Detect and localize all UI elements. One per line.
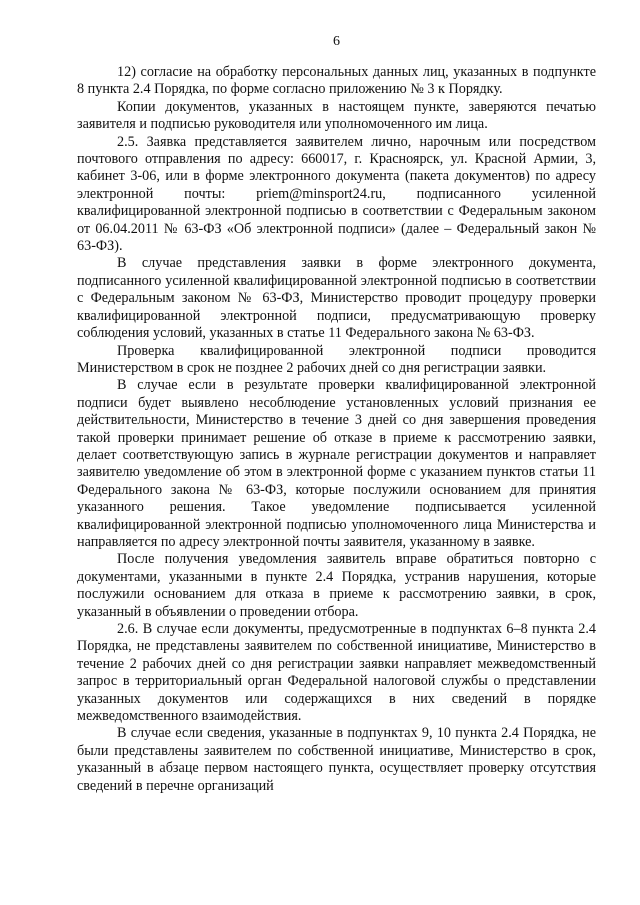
paragraph-resubmission: После получения уведомления заявитель вправе обратиться повторно с документами, указанными в пункте 2.4 Порядка, устранив нарушения, которые послужили основанием для отказа в приеме к рассмотрению заявки, в срок, указанный в объявлении о проведении отбора. [77,551,596,620]
paragraph-2-5-application-submission: 2.5. Заявка представляется заявителем лично, нарочным или посредством почтового отправления по адресу: 660017, г. Красноярск, ул. Красной Армии, 3, кабинет 3-06, или в форме электронного документа (пакета документов) по адресу электронной почты: priem@minsport24.ru, подписанного усиленной квалифицированной электронной подписью в соответствии с Федеральным законом от 06.04.2011 № 63-ФЗ «Об электронной подписи» (далее – Федеральный закон № 63-ФЗ). [77,133,596,255]
paragraph-signature-check-deadline: Проверка квалифицированной электронной подписи проводится Министерством в срок не позднее 2 рабочих дней со дня регистрации заявки. [77,342,596,376]
paragraph-electronic-submission: В случае представления заявки в форме электронного документа, подписанного усиленной квалифицированной электронной подписью в соответствии с Федеральным законом № 63-ФЗ, Министерство проводит процедуру проверки квалифицированной электронной подписи, предусматривающую проверку соблюдения условий, указанных в статье 11 Федерального закона № 63-ФЗ. [77,255,596,342]
page-number: 6 [333,34,340,49]
paragraph-2-6-interagency-request: 2.6. В случае если документы, предусмотренные в подпунктах 6–8 пункта 2.4 Порядка, не представлены заявителем по собственной инициативе, Министерство в течение 2 рабочих дней со дня регистрации заявки направляет межведомственный запрос в территориальный орган Федеральной налоговой службы о представлении указанных документов или содержащихся в них сведений в порядке межведомственного взаимодействия. [77,621,596,725]
paragraph-information-check: В случае если сведения, указанные в подпунктах 9, 10 пункта 2.4 Порядка, не были представлены заявителем по собственной инициативе, Министерство в срок, указанный в абзаце первом настоящего пункта, осуществляет проверку отсутствия сведений в перечне организаций [77,725,596,794]
paragraph-consent: 12) согласие на обработку персональных данных лиц, указанных в подпункте 8 пункта 2.4 Порядка, по форме согласно приложению № 3 к Порядку. [77,64,596,98]
paragraph-signature-invalid: В случае если в результате проверки квалифицированной электронной подписи будет выявлено несоблюдение установленных условий признания ее действительности, Министерство в течение 3 дней со дня завершения проведения такой проверки принимает решение об отказе в приеме к рассмотрению заявки, делает соответствующую запись в журнале регистрации документов и направляет заявителю уведомление об этом в электронной форме с указанием пунктов статьи 11 Федерального закона № 63-ФЗ, которые послужили основанием для принятия указанного решения. Такое уведомление подписывается усиленной квалифицированной электронной подписью уполномоченного лица Министерства и направляется по адресу электронной почты заявителя, указанному в заявке. [77,377,596,550]
paragraph-document-copies: Копии документов, указанных в настоящем пункте, заверяются печатью заявителя и подписью руководителя или уполномоченного им лица. [77,98,596,133]
